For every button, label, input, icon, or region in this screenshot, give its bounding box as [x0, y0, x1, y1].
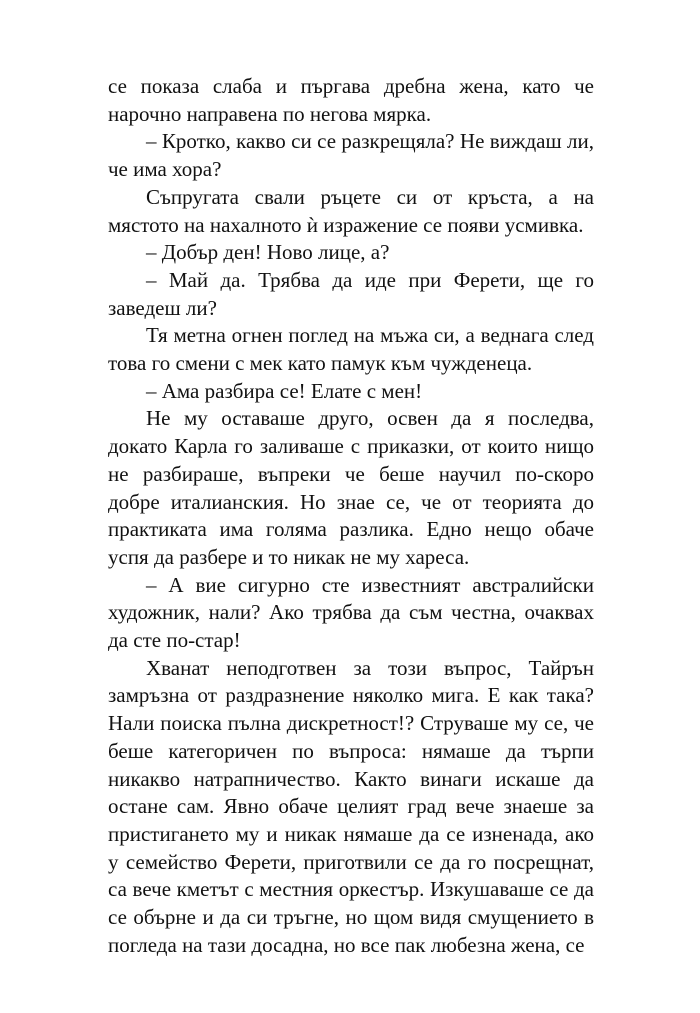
dialogue-paragraph: – Май да. Трябва да иде при Ферети, ще го заведеш ли?: [108, 267, 594, 320]
book-page-body: [108, 73, 594, 960]
narrative-paragraph: Не му оставаше друго, освен да я последва, докато Карла го заливаше с приказки, от които нищо не разбираше, въпреки че беше научил по-скоро добре италианския. Но знае се, че от теорията до практиката има голяма разлика. Едно нещо обаче успя да разбере и то никак не му хареса.: [108, 406, 594, 569]
dialogue-paragraph: – Ама разбира се! Елате с мен!: [146, 378, 423, 403]
paragraph-continued: се показа слаба и пъргава дребна жена, като че нарочно направена по негова мярка.: [108, 74, 594, 126]
narrative-paragraph: Хванат неподготвен за този въпрос, Тайрън замръзна от раздразнение няколко мига. Е как така? Нали поиска пълна дискретност!? Струваше му се, че беше категоричен по въпроса: нямаше да търпи никакво натрапничество. Както винаги искаше да остане сам. Явно обаче целият град вече знаеше за пристигането му и никак нямаше да се изненада, ако у семейство Ферети, приготвили се да го посрещнат, са вече кметът с местния оркестър. Изкушаваше се да се обърне и да си тръгне, но щом видя смущението в погледа на тази досадна, но все пак любезна жена, се: [108, 655, 594, 957]
narrative-paragraph: Тя метна огнен поглед на мъжа си, а веднага след това го смени с мек като памук към чужденеца.: [108, 323, 594, 376]
dialogue-paragraph: – Добър ден! Ново лице, а?: [146, 240, 390, 265]
narrative-paragraph: Съпругата свали ръцете си от кръста, а на мястото на нахалното ѝ изражение се появи усмивка.: [108, 184, 594, 237]
dialogue-paragraph: – А вие сигурно сте известният австралийски художник, нали? Ако трябва да съм честна, очаквах да сте по-стар!: [108, 572, 594, 653]
dialogue-paragraph: – Кротко, какво си се разкрещяла? Не виждаш ли, че има хора?: [108, 129, 594, 182]
